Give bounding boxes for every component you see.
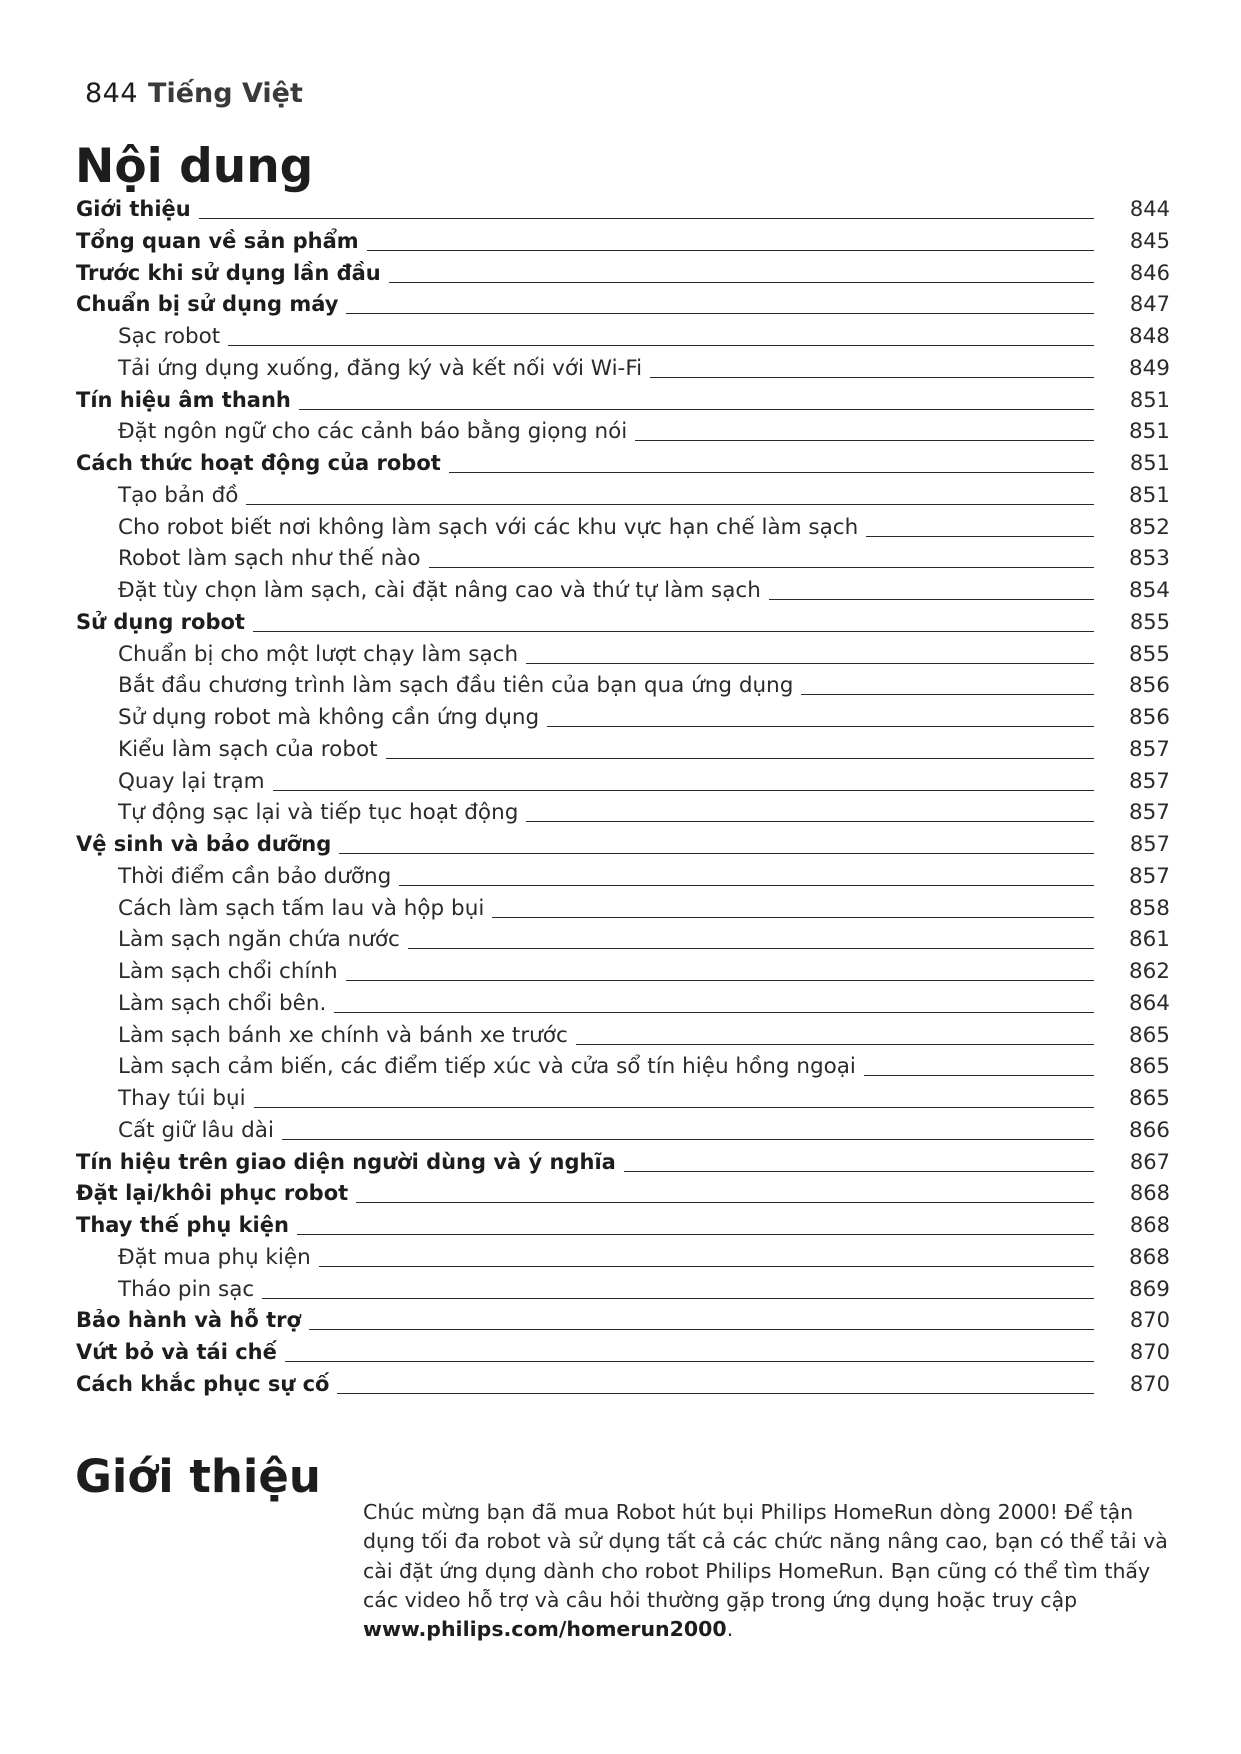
toc-entry-page: 856 <box>1128 673 1170 699</box>
toc-entry[interactable] <box>76 991 1170 1023</box>
toc-entry-page: 870 <box>1129 1340 1170 1364</box>
toc-entry-label: Làm sạch chổi bên. <box>118 990 327 1016</box>
toc-entry-page: 854 <box>1128 578 1170 603</box>
toc-entry-label: Vứt bỏ và tái chế <box>76 1340 277 1364</box>
intro-end-punct: . <box>726 1617 734 1642</box>
page-header <box>85 74 303 114</box>
toc-entry[interactable] <box>76 1308 1170 1340</box>
toc-leader-line <box>389 282 1094 283</box>
toc-entry[interactable] <box>76 229 1170 261</box>
toc-entry-label: Bắt đầu chương trình làm sạch đầu tiên của bạn qua ứng dụng <box>118 673 794 699</box>
toc-leader-line <box>386 758 1094 759</box>
toc-entry-page: 869 <box>1128 1276 1170 1302</box>
intro-paragraph <box>363 1498 1173 1644</box>
toc-entry[interactable] <box>76 642 1170 674</box>
toc-entry-page: 870 <box>1129 1371 1170 1396</box>
toc-entry-label: Cách làm sạch tấm lau và hộp bụi <box>118 895 485 921</box>
toc-leader-line <box>429 567 1094 568</box>
page-number: 844 <box>85 78 139 109</box>
support-url-link[interactable]: www.philips.com/homerun2000 <box>363 1617 727 1642</box>
toc-entry[interactable] <box>76 578 1170 610</box>
toc-leader-line <box>273 790 1094 791</box>
toc-entry[interactable] <box>76 896 1170 928</box>
toc-entry[interactable] <box>76 769 1170 801</box>
toc-entry[interactable] <box>76 546 1170 578</box>
toc-entry-page: 857 <box>1128 736 1170 762</box>
toc-leader-line <box>624 1171 1094 1172</box>
toc-entry-label: Làm sạch bánh xe chính và bánh xe trước <box>118 1022 568 1048</box>
toc-entry[interactable] <box>76 1086 1170 1118</box>
toc-leader-line <box>285 1361 1094 1362</box>
toc-entry-label: Quay lại trạm <box>118 768 265 794</box>
toc-entry-label: Tín hiệu trên giao diện người dùng và ý nghĩa <box>76 1149 616 1174</box>
toc-leader-line <box>866 536 1094 537</box>
toc-entry-label: Sạc robot <box>118 324 221 349</box>
toc-leader-line <box>864 1075 1094 1076</box>
toc-entry-page: 851 <box>1128 419 1170 445</box>
toc-leader-line <box>576 1044 1094 1045</box>
toc-entry-label: Cách thức hoạt động của robot <box>76 451 441 475</box>
toc-entry[interactable] <box>76 1245 1170 1277</box>
intro-title: Giới thiệu <box>75 1450 321 1503</box>
toc-entry-label: Cách khắc phục sự cố <box>76 1371 330 1396</box>
toc-entry-label: Sử dụng robot <box>76 609 245 634</box>
toc-leader-line <box>262 1298 1094 1299</box>
toc-entry-page: 857 <box>1128 800 1170 826</box>
toc-entry-page: 857 <box>1128 863 1170 889</box>
toc-entry[interactable] <box>76 324 1170 356</box>
toc-entry-label: Đặt ngôn ngữ cho các cảnh báo bằng giọng nói <box>118 419 628 445</box>
toc-leader-line <box>253 631 1094 632</box>
toc-leader-line <box>801 694 1094 695</box>
toc-entry-page: 857 <box>1128 768 1170 794</box>
toc-entry-label: Thời điểm cần bảo dưỡng <box>118 863 392 889</box>
toc-entry-label: Tháo pin sạc <box>118 1276 255 1302</box>
intro-paragraph-text: Chúc mừng bạn đã mua Robot hút bụi Philips HomeRun dòng 2000! Để tận dụng tối đa robot và sử dụng tất cả các chức năng nâng cao, bạn có thể tải và cài đặt ứng dụng dành cho robot Philips HomeRun. Bạn cũng có thể tìm thấy các video hỗ trợ và câu hỏi thường gặp trong ứng dụng hoặc truy cập <box>363 1500 1168 1612</box>
toc-entry-page: 865 <box>1128 1054 1170 1080</box>
toc-entry[interactable] <box>76 1118 1170 1150</box>
toc-entry[interactable] <box>76 515 1170 547</box>
toc-entry[interactable] <box>76 864 1170 896</box>
toc-entry[interactable] <box>76 1054 1170 1086</box>
toc-entry[interactable] <box>76 356 1170 388</box>
toc-entry[interactable] <box>76 292 1170 324</box>
toc-entry-label: Đặt lại/khôi phục robot <box>76 1181 349 1206</box>
toc-entry-page: 858 <box>1128 895 1170 921</box>
toc-entry[interactable] <box>76 1023 1170 1055</box>
toc-leader-line <box>346 313 1094 314</box>
toc-entry-label: Cất giữ lâu dài <box>118 1117 274 1143</box>
toc-entry[interactable] <box>76 832 1170 864</box>
toc-entry-page: 864 <box>1128 990 1170 1016</box>
toc-entry-page: 857 <box>1129 832 1170 856</box>
toc-entry[interactable] <box>76 261 1170 293</box>
toc-leader-line <box>547 726 1094 727</box>
toc-leader-line <box>492 917 1094 918</box>
table-of-contents <box>76 197 1170 1404</box>
toc-entry[interactable] <box>76 1181 1170 1213</box>
toc-entry-page: 867 <box>1129 1149 1170 1174</box>
toc-title: Nội dung <box>75 139 314 194</box>
toc-entry[interactable] <box>76 451 1170 483</box>
toc-leader-line <box>282 1139 1094 1140</box>
toc-leader-line <box>199 218 1094 219</box>
toc-entry-page: 865 <box>1128 1022 1170 1048</box>
toc-entry-label: Làm sạch ngăn chứa nước <box>118 927 400 953</box>
toc-entry-page: 847 <box>1129 292 1170 317</box>
toc-leader-line <box>650 377 1094 378</box>
toc-entry-label: Tự động sạc lại và tiếp tục hoạt động <box>118 800 519 826</box>
toc-entry-label: Sử dụng robot mà không cần ứng dụng <box>118 705 540 730</box>
toc-leader-line <box>526 663 1094 664</box>
toc-entry-page: 846 <box>1129 260 1170 285</box>
toc-entry-label: Làm sạch chổi chính <box>118 959 338 984</box>
toc-leader-line <box>299 409 1094 410</box>
toc-entry-page: 868 <box>1128 1244 1170 1270</box>
toc-entry[interactable] <box>76 959 1170 991</box>
toc-entry-page: 856 <box>1128 705 1170 730</box>
toc-entry-page: 845 <box>1129 228 1170 253</box>
toc-entry-label: Cho robot biết nơi không làm sạch với các khu vực hạn chế làm sạch <box>118 514 859 540</box>
toc-entry-page: 868 <box>1129 1213 1170 1237</box>
toc-leader-line <box>526 821 1094 822</box>
toc-entry-page: 870 <box>1129 1308 1170 1333</box>
toc-entry-page: 865 <box>1128 1086 1170 1111</box>
toc-entry[interactable] <box>76 1213 1170 1245</box>
toc-entry-label: Tổng quan về sản phẩm <box>76 228 359 253</box>
toc-entry-label: Thay túi bụi <box>118 1086 246 1111</box>
toc-leader-line <box>309 1329 1094 1330</box>
toc-entry[interactable] <box>76 800 1170 832</box>
toc-entry-label: Làm sạch cảm biến, các điểm tiếp xúc và cửa sổ tín hiệu hồng ngoại <box>118 1054 856 1080</box>
toc-entry-page: 861 <box>1128 927 1170 953</box>
toc-entry[interactable] <box>76 1340 1170 1372</box>
toc-entry-label: Kiểu làm sạch của robot <box>118 736 378 762</box>
toc-entry-page: 851 <box>1129 387 1170 412</box>
toc-leader-line <box>297 1234 1094 1235</box>
toc-leader-line <box>246 504 1094 505</box>
toc-entry[interactable] <box>76 197 1170 229</box>
toc-entry[interactable] <box>76 483 1170 515</box>
toc-leader-line <box>346 980 1094 981</box>
toc-entry-label: Đặt mua phụ kiện <box>118 1244 311 1270</box>
toc-entry-page: 844 <box>1129 197 1170 221</box>
toc-leader-line <box>337 1393 1094 1394</box>
toc-entry[interactable] <box>76 610 1170 642</box>
toc-entry[interactable] <box>76 1150 1170 1182</box>
toc-entry[interactable] <box>76 737 1170 769</box>
toc-entry-page: 855 <box>1128 641 1170 667</box>
toc-entry-page: 848 <box>1128 324 1170 349</box>
toc-leader-line <box>408 948 1094 949</box>
toc-entry[interactable] <box>76 388 1170 420</box>
toc-leader-line <box>635 440 1094 441</box>
toc-leader-line <box>228 345 1094 346</box>
toc-leader-line <box>449 472 1094 473</box>
toc-entry[interactable] <box>76 673 1170 705</box>
toc-entry-label: Tải ứng dụng xuống, đăng ký và kết nối với Wi-Fi <box>118 355 643 381</box>
toc-entry-page: 853 <box>1128 546 1170 572</box>
toc-leader-line <box>334 1012 1094 1013</box>
toc-entry-label: Trước khi sử dụng lần đầu <box>76 260 381 285</box>
toc-entry-label: Chuẩn bị cho một lượt chạy làm sạch <box>118 641 519 667</box>
toc-entry-page: 866 <box>1128 1117 1170 1143</box>
toc-entry-label: Vệ sinh và bảo dưỡng <box>76 832 332 856</box>
toc-entry-page: 855 <box>1129 609 1170 634</box>
toc-entry-page: 852 <box>1128 514 1170 540</box>
toc-entry-page: 868 <box>1129 1181 1170 1206</box>
toc-entry-label: Bảo hành và hỗ trợ <box>76 1308 301 1333</box>
toc-entry[interactable] <box>76 927 1170 959</box>
toc-entry-label: Thay thế phụ kiện <box>76 1213 289 1237</box>
toc-leader-line <box>254 1107 1094 1108</box>
toc-entry-page: 862 <box>1128 959 1170 984</box>
toc-entry[interactable] <box>76 1372 1170 1404</box>
toc-entry[interactable] <box>76 1277 1170 1309</box>
toc-entry-label: Giới thiệu <box>76 197 191 221</box>
toc-entry-label: Chuẩn bị sử dụng máy <box>76 292 339 317</box>
toc-leader-line <box>769 599 1094 600</box>
toc-leader-line <box>356 1202 1094 1203</box>
toc-entry-page: 849 <box>1128 355 1170 381</box>
toc-entry-label: Đặt tùy chọn làm sạch, cài đặt nâng cao và thứ tự làm sạch <box>118 578 761 603</box>
toc-leader-line <box>339 853 1094 854</box>
language-label: Tiếng Việt <box>148 78 303 109</box>
toc-entry-label: Tạo bản đồ <box>118 482 239 508</box>
toc-entry-page: 851 <box>1129 451 1170 475</box>
toc-leader-line <box>319 1266 1094 1267</box>
toc-entry-label: Robot làm sạch như thế nào <box>118 546 421 572</box>
toc-entry[interactable] <box>76 419 1170 451</box>
toc-leader-line <box>367 250 1094 251</box>
toc-entry-label: Tín hiệu âm thanh <box>76 387 291 412</box>
toc-leader-line <box>399 885 1094 886</box>
toc-entry-page: 851 <box>1128 482 1170 508</box>
toc-entry[interactable] <box>76 705 1170 737</box>
